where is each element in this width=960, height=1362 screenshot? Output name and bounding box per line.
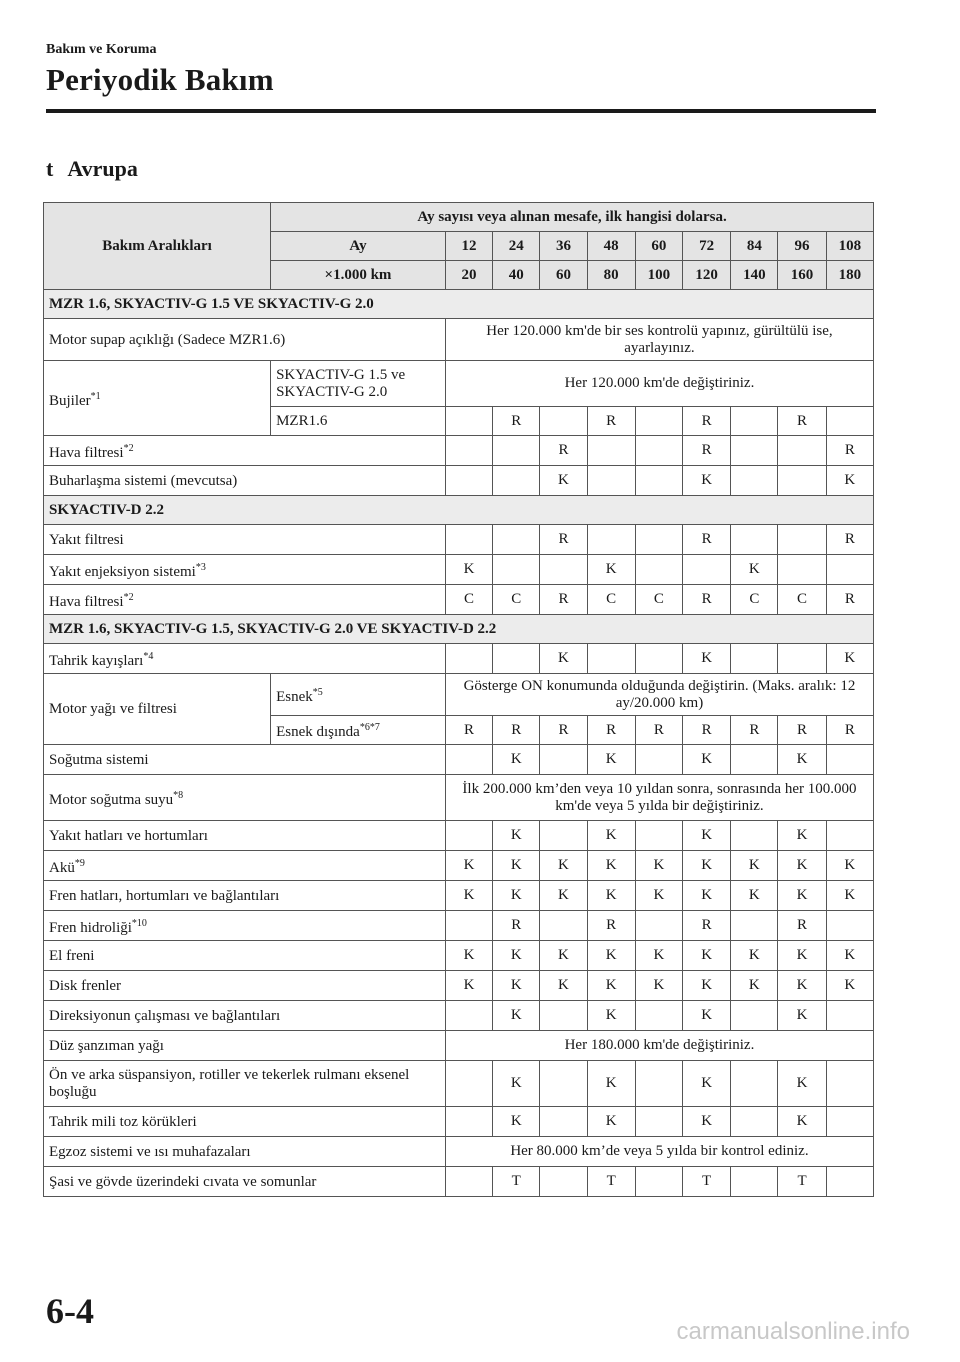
interval-cell: K (683, 1001, 731, 1031)
row-note: Gösterge ON konumunda olduğunda değiştirin. (Maks. aralık: 12 ay/20.000 km) (445, 674, 873, 716)
interval-cell (540, 1001, 587, 1031)
row-label: Şasi ve gövde üzerindeki cıvata ve somunlar (44, 1167, 446, 1197)
row-note: İlk 200.000 km’den veya 10 yıldan sonra, sonrasında her 100.000 km'de veya 5 yılda bir değiştiriniz. (445, 775, 873, 821)
interval-cell: R (635, 716, 682, 745)
interval-cell (635, 1001, 682, 1031)
interval-cell: K (493, 941, 540, 971)
section-label: Bakım ve Koruma (46, 42, 157, 57)
interval-cell: R (445, 716, 492, 745)
row-label: Yakıt filtresi (44, 525, 446, 555)
subsection-title: Avrupa (67, 156, 138, 181)
interval-cell: K (635, 941, 682, 971)
interval-cell: T (493, 1167, 540, 1197)
table-row (44, 1031, 874, 1061)
interval-cell: K (683, 941, 731, 971)
interval-cell: K (540, 466, 587, 496)
row-label: Tahrik mili toz körükleri (44, 1107, 446, 1137)
row-label: Disk frenler (44, 971, 446, 1001)
interval-cell: K (493, 1107, 540, 1137)
row-label: Ön ve arka süspansiyon, rotiller ve tekerlek rulmanı eksenel boşluğu (44, 1061, 446, 1107)
row-label: Düz şanzıman yağı (44, 1031, 446, 1061)
interval-cell (731, 911, 778, 941)
top-header: Ay sayısı veya alınan mesafe, ilk hangisi dolarsa. (271, 203, 874, 232)
interval-cell: K (683, 1107, 731, 1137)
table-row (44, 1137, 874, 1167)
interval-cell (540, 1061, 587, 1107)
interval-cell: K (635, 851, 682, 881)
interval-cell: K (683, 971, 731, 1001)
interval-cell (493, 436, 540, 466)
interval-cell: C (587, 585, 635, 615)
interval-cell (493, 644, 540, 674)
section-row (44, 615, 874, 644)
km-header-cell: 180 (826, 261, 873, 290)
table-row (44, 1167, 874, 1197)
interval-cell: R (826, 585, 873, 615)
km-header-cell: 160 (778, 261, 826, 290)
table-row (44, 971, 874, 1001)
interval-cell (493, 555, 540, 585)
interval-cell (540, 407, 587, 436)
interval-cell: C (778, 585, 826, 615)
interval-cell: K (778, 971, 826, 1001)
interval-cell: K (826, 971, 873, 1001)
interval-cell (540, 555, 587, 585)
interval-cell (778, 436, 826, 466)
header-row-top (44, 203, 874, 232)
km-label: ×1.000 km (271, 261, 446, 290)
row-sublabel: SKYACTIV-G 1.5 ve SKYACTIV-G 2.0 (271, 361, 446, 407)
interval-cell: R (587, 407, 635, 436)
km-header-cell: 80 (587, 261, 635, 290)
interval-cell: R (683, 911, 731, 941)
interval-cell: R (826, 716, 873, 745)
table-row (44, 585, 874, 615)
interval-cell (635, 1061, 682, 1107)
interval-cell (826, 1001, 873, 1031)
interval-cell: R (683, 716, 731, 745)
interval-cell (445, 407, 492, 436)
page-number: 6-4 (46, 1291, 94, 1331)
interval-cell: K (778, 1061, 826, 1107)
row-label: Buharlaşma sistemi (mevcutsa) (44, 466, 446, 496)
interval-cell (731, 407, 778, 436)
interval-cell: K (778, 745, 826, 775)
interval-cell (445, 436, 492, 466)
interval-cell: K (826, 881, 873, 911)
interval-cell: K (540, 881, 587, 911)
interval-cell: K (683, 881, 731, 911)
interval-cell (826, 555, 873, 585)
km-header-cell: 40 (493, 261, 540, 290)
table-row (44, 466, 874, 496)
interval-cell (587, 644, 635, 674)
interval-cell: R (826, 525, 873, 555)
table-row (44, 1061, 874, 1107)
interval-cell: C (731, 585, 778, 615)
interval-cell (778, 525, 826, 555)
interval-cell (778, 555, 826, 585)
interval-cell (731, 1167, 778, 1197)
interval-cell: R (683, 436, 731, 466)
interval-cell: K (493, 821, 540, 851)
month-header-cell: 12 (445, 232, 492, 261)
interval-cell (635, 525, 682, 555)
row-label: Fren hatları, hortumları ve bağlantıları (44, 881, 446, 911)
interval-cell: K (587, 1107, 635, 1137)
subsection-heading (46, 156, 138, 182)
interval-cell (731, 644, 778, 674)
row-label: Direksiyonun çalışması ve bağlantıları (44, 1001, 446, 1031)
table-row (44, 851, 874, 881)
months-label: Ay (271, 232, 446, 261)
interval-cell (540, 911, 587, 941)
interval-cell (635, 911, 682, 941)
interval-cell: K (826, 466, 873, 496)
row-label: Egzoz sistemi ve ısı muhafazaları (44, 1137, 446, 1167)
interval-cell: T (683, 1167, 731, 1197)
row-sublabel: Esnek$^{*5}$ (271, 674, 446, 716)
table-row (44, 674, 874, 716)
interval-cell (635, 821, 682, 851)
interval-cell (635, 555, 682, 585)
row-label: Yakıt enjeksiyon sistemi$^{*3}$ (44, 555, 446, 585)
table-row (44, 821, 874, 851)
month-header-cell: 96 (778, 232, 826, 261)
interval-cell (826, 407, 873, 436)
interval-cell (445, 644, 492, 674)
interval-cell: K (445, 971, 492, 1001)
interval-cell: K (778, 1001, 826, 1031)
month-header-cell: 60 (635, 232, 682, 261)
interval-cell (826, 1167, 873, 1197)
interval-cell: K (778, 1107, 826, 1137)
interval-cell: C (493, 585, 540, 615)
km-header-cell: 100 (635, 261, 682, 290)
table-row (44, 644, 874, 674)
row-note: Her 120.000 km'de değiştiriniz. (445, 361, 873, 407)
interval-cell (826, 745, 873, 775)
interval-cell: K (826, 644, 873, 674)
interval-cell: K (493, 745, 540, 775)
interval-cell: K (683, 644, 731, 674)
interval-cell (731, 1107, 778, 1137)
row-label: Yakıt hatları ve hortumları (44, 821, 446, 851)
interval-cell: T (778, 1167, 826, 1197)
interval-cell: K (587, 555, 635, 585)
km-header-cell: 60 (540, 261, 587, 290)
interval-cell (826, 1061, 873, 1107)
row-note: Her 80.000 km’de veya 5 yılda bir kontrol ediniz. (445, 1137, 873, 1167)
table-row (44, 745, 874, 775)
interval-cell: R (493, 716, 540, 745)
interval-cell: K (587, 941, 635, 971)
interval-cell (493, 525, 540, 555)
km-header-cell: 140 (731, 261, 778, 290)
row-sublabel: Esnek dışında$^{*6*7}$ (271, 716, 446, 745)
interval-cell (635, 1167, 682, 1197)
interval-cell: K (587, 1001, 635, 1031)
interval-cell (587, 466, 635, 496)
interval-cell: R (587, 911, 635, 941)
row-label: El freni (44, 941, 446, 971)
row-note: Her 120.000 km'de bir ses kontrolü yapınız, gürültülü ise, ayarlayınız. (445, 319, 873, 361)
interval-cell: R (540, 585, 587, 615)
interval-cell: K (493, 1001, 540, 1031)
interval-cell: R (493, 407, 540, 436)
interval-cell: R (493, 911, 540, 941)
interval-cell: R (778, 911, 826, 941)
interval-cell (445, 1107, 492, 1137)
interval-cell (826, 1107, 873, 1137)
interval-cell (587, 525, 635, 555)
interval-cell (445, 525, 492, 555)
interval-cell: K (493, 881, 540, 911)
interval-cell: R (826, 436, 873, 466)
interval-cell: K (445, 941, 492, 971)
interval-cell (731, 1061, 778, 1107)
interval-cell (445, 1001, 492, 1031)
table-row (44, 436, 874, 466)
interval-cell (445, 1061, 492, 1107)
month-header-cell: 84 (731, 232, 778, 261)
interval-cell (635, 466, 682, 496)
interval-cell (445, 1167, 492, 1197)
interval-cell: K (587, 1061, 635, 1107)
interval-cell: K (778, 941, 826, 971)
table-row (44, 911, 874, 941)
interval-cell: K (587, 881, 635, 911)
row-label: Soğutma sistemi (44, 745, 446, 775)
interval-cell: K (683, 821, 731, 851)
table-row (44, 319, 874, 361)
section-title: MZR 1.6, SKYACTIV-G 1.5, SKYACTIV-G 2.0 VE SKYACTIV-D 2.2 (44, 615, 874, 644)
interval-cell (731, 745, 778, 775)
interval-cell: K (683, 1061, 731, 1107)
interval-cell: C (635, 585, 682, 615)
month-header-cell: 108 (826, 232, 873, 261)
interval-cell: K (778, 821, 826, 851)
corner-header: Bakım Aralıkları (44, 203, 271, 290)
interval-cell: R (683, 525, 731, 555)
table-row (44, 1107, 874, 1137)
interval-cell: K (587, 821, 635, 851)
interval-cell: K (826, 941, 873, 971)
row-label: Motor supap açıklığı (Sadece MZR1.6) (44, 319, 446, 361)
watermark: carmanualsonline.info (676, 1318, 910, 1345)
interval-cell (445, 466, 492, 496)
interval-cell: R (778, 407, 826, 436)
interval-cell: R (731, 716, 778, 745)
row-label: Akü$^{*9}$ (44, 851, 446, 881)
title-rule (46, 109, 876, 113)
interval-cell (540, 821, 587, 851)
section-row (44, 496, 874, 525)
km-header-cell: 20 (445, 261, 492, 290)
interval-cell (731, 525, 778, 555)
row-label: Bujiler$^{*1}$ (44, 361, 271, 436)
interval-cell: R (683, 585, 731, 615)
interval-cell: K (493, 1061, 540, 1107)
interval-cell: K (587, 745, 635, 775)
interval-cell (778, 466, 826, 496)
row-sublabel: MZR1.6 (271, 407, 446, 436)
interval-cell (587, 436, 635, 466)
interval-cell: R (540, 525, 587, 555)
interval-cell (826, 821, 873, 851)
interval-cell: K (445, 851, 492, 881)
interval-cell (540, 1107, 587, 1137)
month-header-cell: 48 (587, 232, 635, 261)
interval-cell (445, 821, 492, 851)
interval-cell (731, 821, 778, 851)
table-row (44, 525, 874, 555)
interval-cell: K (731, 971, 778, 1001)
km-header-cell: 120 (683, 261, 731, 290)
interval-cell (635, 407, 682, 436)
interval-cell: R (540, 436, 587, 466)
interval-cell (635, 1107, 682, 1137)
interval-cell: K (540, 941, 587, 971)
section-row (44, 290, 874, 319)
interval-cell (635, 644, 682, 674)
bullet-marker: t (46, 156, 54, 181)
interval-cell: K (778, 881, 826, 911)
interval-cell: K (731, 941, 778, 971)
interval-cell: K (731, 881, 778, 911)
interval-cell (731, 1001, 778, 1031)
interval-cell (683, 555, 731, 585)
month-header-cell: 72 (683, 232, 731, 261)
interval-cell: K (683, 466, 731, 496)
interval-cell: K (587, 971, 635, 1001)
interval-cell (731, 466, 778, 496)
row-label: Hava filtresi$^{*2}$ (44, 585, 446, 615)
interval-cell: C (445, 585, 492, 615)
interval-cell (445, 745, 492, 775)
table-row (44, 941, 874, 971)
month-header-cell: 24 (493, 232, 540, 261)
section-title: MZR 1.6, SKYACTIV-G 1.5 VE SKYACTIV-G 2.0 (44, 290, 874, 319)
interval-cell: K (445, 881, 492, 911)
interval-cell (778, 644, 826, 674)
table-row (44, 361, 874, 407)
interval-cell: K (826, 851, 873, 881)
interval-cell: K (493, 851, 540, 881)
interval-cell: K (493, 971, 540, 1001)
section-title: SKYACTIV-D 2.2 (44, 496, 874, 525)
interval-cell (635, 436, 682, 466)
table-row (44, 881, 874, 911)
row-label: Tahrik kayışları$^{*4}$ (44, 644, 446, 674)
table-row (44, 775, 874, 821)
interval-cell (540, 745, 587, 775)
row-label: Motor yağı ve filtresi (44, 674, 271, 745)
interval-cell: K (445, 555, 492, 585)
table-row (44, 1001, 874, 1031)
interval-cell: R (540, 716, 587, 745)
interval-cell: K (635, 971, 682, 1001)
interval-cell: R (587, 716, 635, 745)
interval-cell (635, 745, 682, 775)
month-header-cell: 36 (540, 232, 587, 261)
interval-cell: R (683, 407, 731, 436)
interval-cell: T (587, 1167, 635, 1197)
row-note: Her 180.000 km'de değiştiriniz. (445, 1031, 873, 1061)
interval-cell (826, 911, 873, 941)
interval-cell: R (778, 716, 826, 745)
interval-cell: K (540, 851, 587, 881)
interval-cell (731, 436, 778, 466)
maintenance-schedule-table (43, 202, 874, 1197)
interval-cell: K (540, 644, 587, 674)
interval-cell: K (587, 851, 635, 881)
row-label: Fren hidroliği$^{*10}$ (44, 911, 446, 941)
interval-cell: K (731, 851, 778, 881)
interval-cell: K (540, 971, 587, 1001)
interval-cell (445, 911, 492, 941)
interval-cell: K (731, 555, 778, 585)
interval-cell: K (635, 881, 682, 911)
page-title: Periyodik Bakım (46, 62, 274, 97)
interval-cell: K (683, 745, 731, 775)
interval-cell: K (778, 851, 826, 881)
row-label: Motor soğutma suyu$^{*8}$ (44, 775, 446, 821)
interval-cell (540, 1167, 587, 1197)
interval-cell (493, 466, 540, 496)
row-label: Hava filtresi$^{*2}$ (44, 436, 446, 466)
table-row (44, 555, 874, 585)
interval-cell: K (683, 851, 731, 881)
